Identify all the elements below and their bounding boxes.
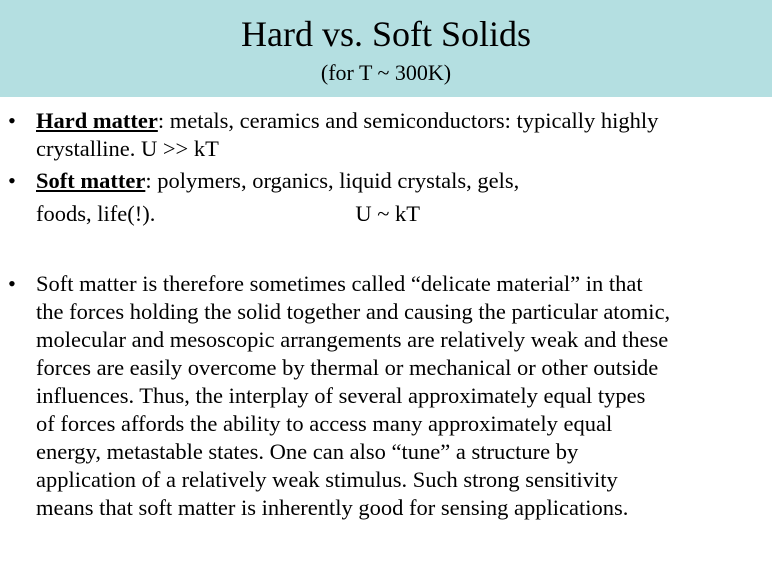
bullet-hard-matter	[0, 107, 772, 163]
bullet-dot-icon: •	[8, 108, 16, 133]
paragraph-line: application of a relatively weak stimulus. Such strong sensitivity	[36, 467, 618, 492]
slide-content	[0, 105, 772, 522]
bullet-line	[36, 107, 772, 135]
slide-subtitle: (for T ~ 300K)	[320, 60, 452, 85]
bullet-delicate-material	[0, 270, 772, 522]
bullet-line	[36, 200, 772, 228]
bullet-text: foods, life(!).	[36, 201, 156, 226]
bullet-dot-icon: •	[8, 271, 16, 296]
paragraph-line: molecular and mesoscopic arrangements are relatively weak and these	[36, 327, 669, 352]
bullet-text: : metals, ceramics and semiconductors: typically highly	[157, 108, 659, 133]
bullet-line: crystalline. U >> kT	[36, 136, 219, 161]
slide-title: Hard vs. Soft Solids	[240, 14, 532, 54]
paragraph-line: forces are easily overcome by thermal or mechanical or other outside	[36, 355, 659, 380]
bullet-dot-icon: •	[8, 168, 16, 193]
paragraph-line: of forces affords the ability to access many approximately equal	[36, 411, 613, 436]
bullet-line	[36, 167, 772, 195]
bullet-text: : polymers, organics, liquid crystals, gels,	[145, 168, 520, 193]
title-band	[0, 0, 772, 97]
bullet-soft-matter	[0, 167, 772, 228]
paragraph-line: means that soft matter is inherently good for sensing applications.	[36, 495, 629, 520]
paragraph-line: energy, metastable states. One can also “tune” a structure by	[36, 439, 579, 464]
paragraph-line: the forces holding the solid together and causing the particular atomic,	[36, 299, 671, 324]
term-hard-matter: Hard matter	[36, 108, 158, 133]
paragraph-line: influences. Thus, the interplay of several approximately equal types	[36, 383, 646, 408]
energy-formula: U ~ kT	[355, 201, 421, 226]
paragraph-line: Soft matter is therefore sometimes called “delicate material” in that	[36, 271, 643, 296]
term-soft-matter: Soft matter	[36, 168, 146, 193]
